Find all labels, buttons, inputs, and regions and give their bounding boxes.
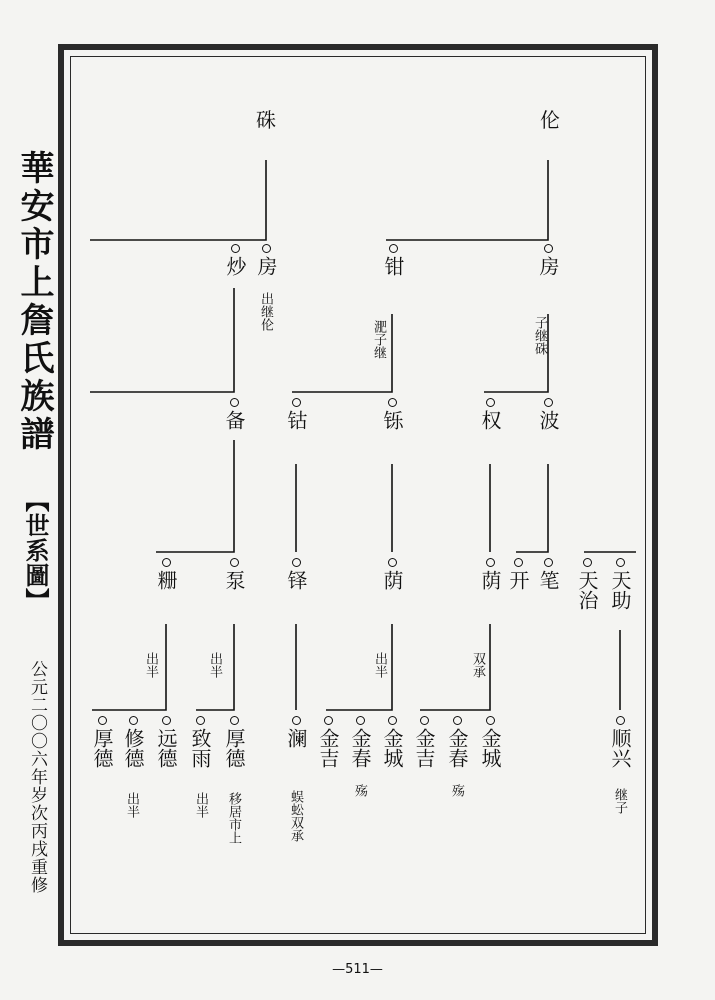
person-name: 备 (222, 410, 246, 430)
person-houde-1 (91, 716, 113, 768)
person-jinchun-1 (349, 716, 371, 768)
note-chuban-d: 出半 (124, 792, 139, 818)
root-left: 硃 (256, 108, 276, 132)
person-marker (616, 716, 625, 725)
person-marker (162, 716, 171, 725)
person-name: 澜 (284, 728, 308, 748)
note-zijisu: 子继硃 (532, 316, 547, 355)
person-jincheng-2 (479, 716, 501, 768)
person-marker (230, 558, 239, 567)
person-name: 开 (506, 570, 530, 590)
person-jinji-1 (317, 716, 339, 768)
person-marker (324, 716, 333, 725)
note-yiju: 移居市上 (226, 792, 241, 844)
person-yin-1 (381, 558, 403, 590)
person-marker (162, 558, 171, 567)
person-kai (507, 558, 529, 590)
person-shunxing (609, 716, 631, 768)
person-name: 钴 (284, 410, 308, 430)
bracket-close: 】 (21, 588, 50, 613)
person-yi (285, 558, 307, 590)
person-name: 荫 (380, 570, 404, 590)
person-name: 房 (536, 256, 560, 276)
person-tai (223, 558, 245, 590)
person-marker (486, 558, 495, 567)
person-marker (486, 398, 495, 407)
person-marker (544, 558, 553, 567)
person-bo (537, 398, 559, 430)
person-name: 金吉 (316, 728, 340, 768)
note-chuban-c: 出半 (372, 652, 387, 678)
person-tianzhu (609, 558, 631, 610)
person-marker (388, 558, 397, 567)
note-chuban-b: 出半 (207, 652, 222, 678)
person-name: 笔 (536, 570, 560, 590)
person-name: 金春 (445, 728, 469, 768)
person-jincheng-1 (381, 716, 403, 768)
person-name: 泵 (222, 570, 246, 590)
person-name: 厚德 (222, 728, 246, 768)
person-quan (479, 398, 501, 430)
person-marker (292, 398, 301, 407)
person-yin-2 (479, 558, 501, 590)
person-bei (223, 398, 245, 430)
person-marker (262, 244, 271, 253)
person-name: 荫 (478, 570, 502, 590)
person-marker (292, 716, 301, 725)
edition-note: 公元二〇〇六年岁次丙戌重修 (27, 660, 47, 894)
person-name: 厚德 (90, 728, 114, 768)
person-qian (382, 244, 404, 276)
person-name: 铄 (380, 410, 404, 430)
person-fang-1 (255, 244, 277, 276)
person-gu (285, 398, 307, 430)
person-name: 钳 (381, 256, 405, 276)
person-name: 房 (254, 256, 278, 276)
person-name: 金城 (478, 728, 502, 768)
person-name: 铎 (284, 570, 308, 590)
person-name: 顺兴 (608, 728, 632, 768)
root-right: 伦 (540, 108, 560, 132)
person-marker (230, 716, 239, 725)
person-marker (616, 558, 625, 567)
note-shuangcheng-a: 双承 (470, 652, 485, 678)
person-shuo (381, 398, 403, 430)
note-chuban-e: 出半 (193, 792, 208, 818)
person-marker (388, 398, 397, 407)
person-name: 金春 (348, 728, 372, 768)
person-name: 致雨 (188, 728, 212, 768)
note-shang-2: 殇 (449, 784, 464, 797)
person-houde-2 (223, 716, 245, 768)
section-title-text: 世系圖 (21, 513, 50, 588)
person-name: 金吉 (412, 728, 436, 768)
person-marker (356, 716, 365, 725)
person-bi (537, 558, 559, 590)
note-chuban-a: 出半 (143, 652, 158, 678)
person-marker (98, 716, 107, 725)
person-marker (453, 716, 462, 725)
page-number: —511— (332, 962, 383, 977)
person-jinchun-2 (446, 716, 468, 768)
note-huiziji: 淝子继 (371, 320, 386, 359)
person-marker (129, 716, 138, 725)
person-lan (285, 716, 307, 748)
person-name: 远德 (154, 728, 178, 768)
person-marker (486, 716, 495, 725)
person-name: 金城 (380, 728, 404, 768)
person-name: 权 (478, 410, 502, 430)
person-name: 波 (536, 410, 560, 430)
person-marker (583, 558, 592, 567)
book-title: 華安市上詹氏族譜 (14, 150, 54, 454)
person-marker (514, 558, 523, 567)
person-yuande (155, 716, 177, 768)
person-marker (544, 398, 553, 407)
person-chao (224, 244, 246, 276)
person-name: 天治 (575, 570, 599, 610)
person-marker (292, 558, 301, 567)
person-zhiyu (189, 716, 211, 768)
person-marker (420, 716, 429, 725)
person-marker (544, 244, 553, 253)
person-name: 粣 (154, 570, 178, 590)
person-jinji-2 (413, 716, 435, 768)
person-name: 天助 (608, 570, 632, 610)
person-marker (230, 398, 239, 407)
person-tianzhi (576, 558, 598, 610)
person-marker (196, 716, 205, 725)
person-name: 炒 (223, 256, 247, 276)
bracket-open: 【 (21, 488, 50, 513)
note-jizi: 继子 (612, 788, 627, 814)
person-xiude (122, 716, 144, 768)
person-name: 修德 (121, 728, 145, 768)
person-fang-2 (537, 244, 559, 276)
person-marker (389, 244, 398, 253)
note-chujilun: 出继伦 (258, 292, 273, 331)
person-marker (231, 244, 240, 253)
person-geng (155, 558, 177, 590)
person-marker (388, 716, 397, 725)
note-shang-1: 殇 (352, 784, 367, 797)
note-binling: 蜈蚣双承 (288, 790, 303, 842)
